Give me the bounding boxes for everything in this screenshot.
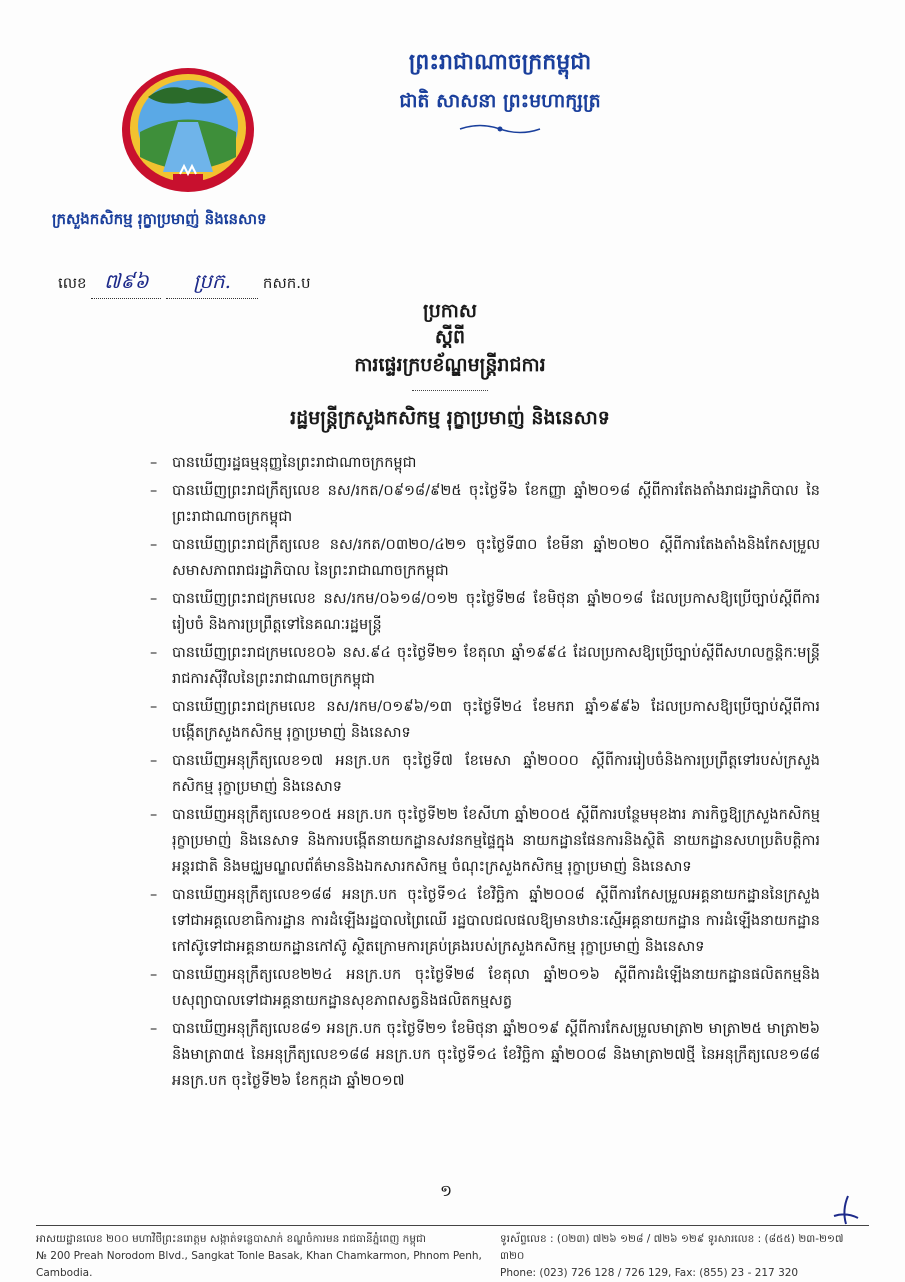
list-item: – បានឃើញអនុក្រឹត្យលេខ២២៤ អនក្រ.បក ចុះថ្ងៃទី២៨ ខែតុលា ឆ្នាំ២០១៦ ស្តីពីការដំឡើងនាយកដ្ឋានផលិតកម្មនិងបសុព្យាបាលទៅជាអគ្គនាយកដ្ឋានសុខភាពសត្វនិងផលិតកម្មសត្វ [150, 962, 820, 1014]
list-item: – បានឃើញព្រះរាជក្រមលេខ នស/រកម/០១៩៦/១៣ ចុះថ្ងៃទី២៤ ខែមករា ឆ្នាំ១៩៩៦ ដែលប្រកាសឱ្យប្រើច្បាប់ស្តីពីការបង្កើតក្រសួងកសិកម្ម រុក្ខាប្រមាញ់ និងនេសាទ [150, 694, 820, 746]
list-item: – បានឃើញអនុក្រឹត្យលេខ១៧ អនក្រ.បក ចុះថ្ងៃទី៧ ខែមេសា ឆ្នាំ២០០០ ស្តីពីការរៀបចំនិងការប្រព្រឹត្តទៅរបស់ក្រសួងកសិកម្ម រុក្ខាប្រមាញ់ និងនេសាទ [150, 748, 820, 800]
minister-heading: រដ្ឋមន្ត្រីក្រសួងកសិកម្ម រុក្ខាប្រមាញ់ និងនេសាទ [290, 407, 610, 429]
letterhead-kingdom [300, 48, 700, 140]
list-item: – បានឃើញអនុក្រឹត្យលេខ១០៥ អនក្រ.បក ចុះថ្ងៃទី២២ ខែសីហា ឆ្នាំ២០០៥ ស្តីពីការបន្ថែមមុខងារ ភារកិច្ចឱ្យក្រសួងកសិកម្ម រុក្ខាប្រមាញ់ និងនេសាទ និងការបង្កើតនាយកដ្ឋានសវនកម្មផ្ទៃក្នុង នាយកដ្ឋានផែនការនិងស្ថិតិ នាយកដ្ឋានសហប្រតិបត្តិការអន្តរជាតិ និងមជ្ឈមណ្ឌលព័ត៌មាននិងឯកសារកសិកម្ម ចំណុះក្រសួងកសិកម្ម រុក្ខាប្រមាញ់ និងនេសាទ [150, 802, 820, 880]
title-divider [412, 390, 488, 391]
recitals-list [150, 450, 820, 1096]
document-type: ប្រកាស [423, 300, 477, 322]
list-item: – បានឃើញរដ្ឋធម្មនុញ្ញនៃព្រះរាជាណាចក្រកម្ពុជា [150, 450, 820, 476]
list-item: – បានឃើញព្រះរាជក្រមលេខ០៦ នស.៩៤ ចុះថ្ងៃទី២១ ខែតុលា ឆ្នាំ១៩៩៤ ដែលប្រកាសឱ្យប្រើច្បាប់ស្តីពីសហលក្ខន្តិកៈមន្ត្រីរាជការស៊ីវិលនៃព្រះរាជាណាចក្រកម្ពុជា [150, 640, 820, 692]
handwritten-code: ប្រក. [193, 269, 231, 293]
title-subject: ការផ្ទេរក្របខ័ណ្ឌមន្ត្រីរាជការ [354, 354, 546, 376]
handwritten-initial-icon [828, 1194, 862, 1228]
reference-prefix: លេខ [58, 274, 87, 292]
reference-number [58, 268, 358, 299]
document-title [250, 298, 650, 391]
list-item: – បានឃើញព្រះរាជក្រឹត្យលេខ នស/រកត/០៩១៨/៩២៥ ចុះថ្ងៃទី៦ ខែកញ្ញា ឆ្នាំ២០១៨ ស្តីពីការតែងតាំងរាជរដ្ឋាភិបាល នៃព្រះរាជាណាចក្រកម្ពុជា [150, 478, 820, 530]
phone-khmer: ទូរស័ព្ទលេខ : (០២៣) ៧២៦ ១២៨ / ៧២៦ ១២៩ ទូរសារលេខ : (៨៥៥) ២៣-២១៧ ៣២០ [500, 1233, 844, 1262]
list-item: – បានឃើញអនុក្រឹត្យលេខ៨១ អនក្រ.បក ចុះថ្ងៃទី២១ ខែមិថុនា ឆ្នាំ២០១៩ ស្តីពីការកែសម្រួលមាត្រា២ មាត្រា២៥ មាត្រា២៦ និងមាត្រា៣៥ នៃអនុក្រឹត្យលេខ១៨៨ អនក្រ.បក ចុះថ្ងៃទី១៤ ខែវិច្ឆិកា ឆ្នាំ២០០៨ និងមាត្រា២៧ថ្មី នៃអនុក្រឹត្យលេខ១៨៨ អនក្រ.បក ចុះថ្ងៃទី២៦ ខែកក្កដា ឆ្នាំ២០១៧ [150, 1016, 820, 1094]
page-number: ១ [440, 1181, 453, 1200]
footer-contact [500, 1231, 870, 1282]
footer-address [36, 1231, 486, 1282]
title-about: ស្តីពី [434, 326, 466, 348]
address-khmer: អាសយដ្ឋានលេខ ២០០ មហាវិថីព្រះនរោត្តម សង្កាត់ទន្លេបាសាក់ ខណ្ឌចំការមន រាជធានីភ្នំពេញ កម្ពុជា [36, 1233, 426, 1245]
footer-divider [36, 1225, 869, 1226]
ornament-divider [455, 122, 545, 136]
address-english: № 200 Preah Norodom Blvd., Sangkat Tonle Basak, Khan Chamkarmon, Phnom Penh, Cambodia. [36, 1250, 482, 1279]
handwritten-number: ៧៩៦ [103, 269, 149, 293]
phone-english: Phone: (023) 726 128 / 726 129, Fax: (855) 23 - 217 320 [500, 1267, 799, 1279]
reference-suffix: កសក.ប [262, 274, 311, 292]
national-motto: ជាតិ សាសនា ព្រះមហាក្សត្រ [399, 90, 601, 112]
list-item: – បានឃើញព្រះរាជក្រឹត្យលេខ នស/រកត/០៣២០/៤២១ ចុះថ្ងៃទី៣០ ខែមីនា ឆ្នាំ២០២០ ស្តីពីការតែងតាំងនិងកែសម្រួលសមាសភាពរាជរដ្ឋាភិបាល នៃព្រះរាជាណាចក្រកម្ពុជា [150, 532, 820, 584]
ministry-emblem-logo [118, 62, 258, 197]
list-item: – បានឃើញអនុក្រឹត្យលេខ១៨៨ អនក្រ.បក ចុះថ្ងៃទី១៤ ខែវិច្ឆិកា ឆ្នាំ២០០៨ ស្តីពីការកែសម្រួលអគ្គនាយកដ្ឋាននៃក្រសួងទៅជាអគ្គលេខាធិការដ្ឋាន ការដំឡើងរដ្ឋបាលព្រៃឈើ រដ្ឋបាលជលផលឱ្យមានឋានៈស្មើអគ្គនាយកដ្ឋាន ការដំឡើងនាយកដ្ឋានកៅស៊ូទៅជាអគ្គនាយកដ្ឋានកៅស៊ូ ស្ថិតក្រោមការគ្រប់គ្រងរបស់ក្រសួងកសិកម្ម រុក្ខាប្រមាញ់ និងនេសាទ [150, 882, 820, 960]
list-item: – បានឃើញព្រះរាជក្រមលេខ នស/រកម/០៦១៨/០១២ ចុះថ្ងៃទី២៨ ខែមិថុនា ឆ្នាំ២០១៨ ដែលប្រកាសឱ្យប្រើច្បាប់ស្តីពីការរៀបចំ និងការប្រព្រឹត្តទៅនៃគណៈរដ្ឋមន្ត្រី [150, 586, 820, 638]
ministry-name: ក្រសួងកសិកម្ម រុក្ខាប្រមាញ់ និងនេសាទ [52, 210, 267, 228]
kingdom-name: ព្រះរាជាណាចក្រកម្ពុជា [408, 50, 592, 75]
